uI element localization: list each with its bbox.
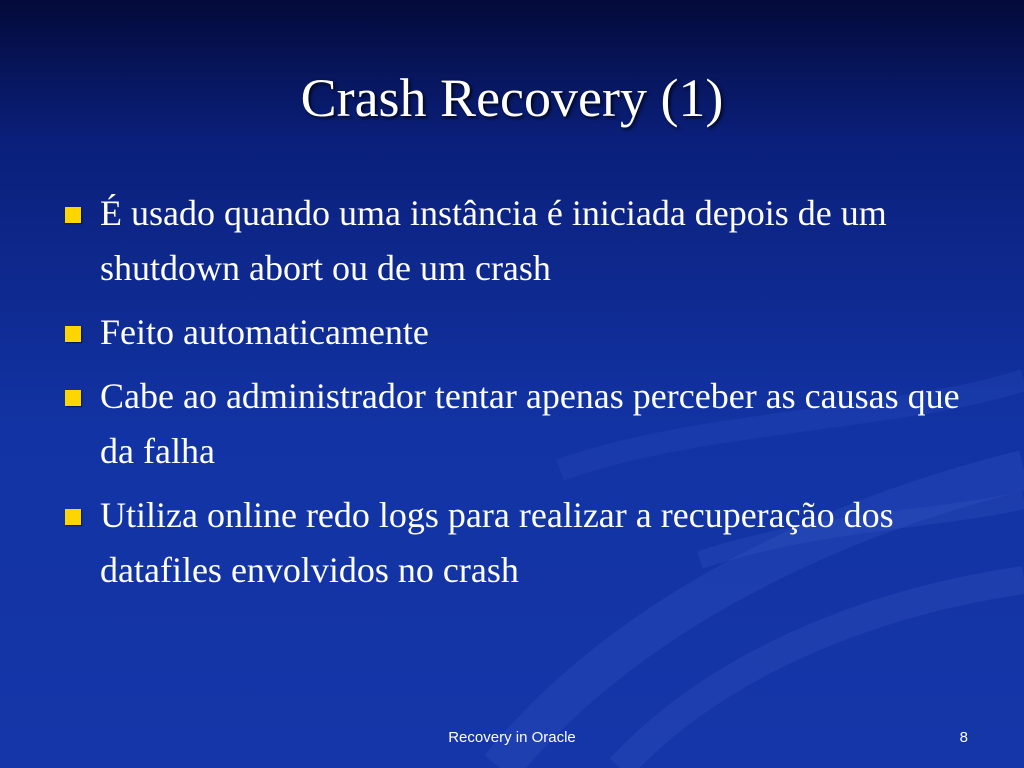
square-bullet-icon — [65, 509, 81, 525]
page-number: 8 — [959, 729, 968, 746]
bullet-item — [62, 488, 982, 598]
bullet-item — [62, 369, 982, 479]
bullet-text: Utiliza online redo logs para realizar a recuperação dos datafiles envolvidos no crash — [100, 495, 894, 590]
square-bullet-icon — [65, 326, 81, 342]
footer-text: Recovery in Oracle — [448, 729, 576, 746]
bullet-text: É usado quando uma instância é iniciada depois de um shutdown abort ou de um crash — [100, 193, 887, 288]
bullet-list — [62, 186, 982, 607]
square-bullet-icon — [65, 207, 81, 223]
bullet-text: Feito automaticamente — [100, 312, 429, 352]
square-bullet-icon — [65, 390, 81, 406]
slide-title: Crash Recovery (1) — [300, 68, 724, 128]
bullet-item — [62, 305, 982, 360]
bullet-item — [62, 186, 982, 296]
bullet-text: Cabe ao administrador tentar apenas perceber as causas que da falha — [100, 376, 960, 471]
